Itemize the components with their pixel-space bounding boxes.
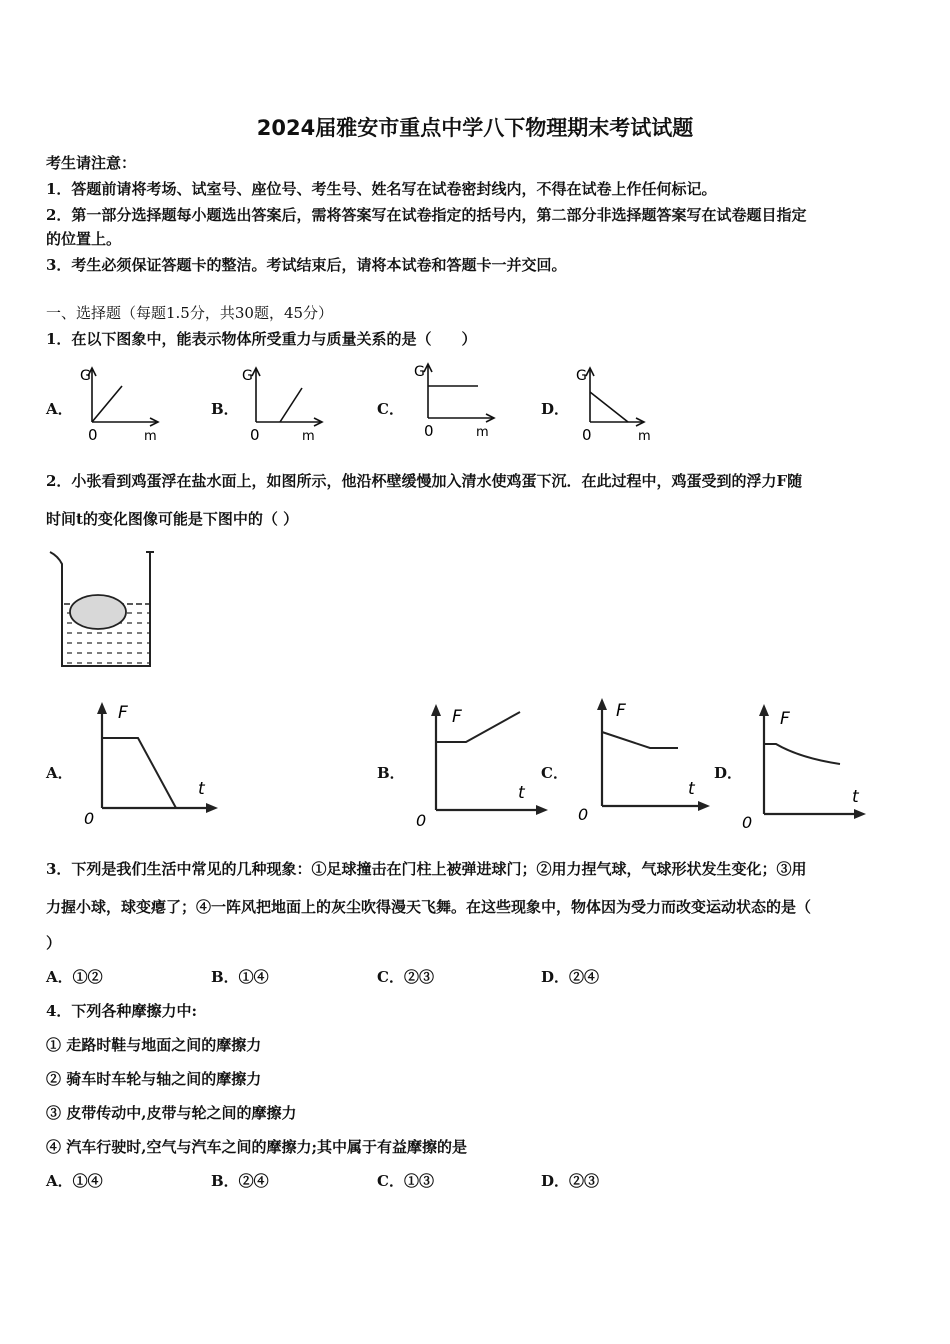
q4-option-b: B．②④ (211, 1172, 269, 1190)
q4-item: ② 骑车时车轮与轴之间的摩擦力 (46, 1070, 262, 1088)
question-2-stem: 2．小张看到鸡蛋浮在盐水面上，如图所示，他沿杯壁缓慢加入清水使鸡蛋下沉．在此过程中，鸡蛋受到的浮力F随 (46, 472, 803, 490)
q2-graph-d (740, 700, 890, 830)
question-1-stem: 1．在以下图象中，能表示物体所受重力与质量关系的是（ ） (46, 330, 477, 348)
q1-a-origin: 0 (88, 426, 98, 444)
q4-option-c: C．①③ (377, 1172, 434, 1190)
q2-a-y-label: F (118, 703, 128, 723)
q1-graph-d (576, 362, 666, 442)
q2-c-x-label: t (688, 779, 695, 799)
q4-item: ④ 汽车行驶时,空气与汽车之间的摩擦力;其中属于有益摩擦的是 (46, 1138, 467, 1156)
q1-graph-a (78, 362, 168, 442)
q2-c-y-label: F (616, 701, 626, 721)
section-heading: 一、选择题（每题1.5分，共30题，45分） (46, 304, 334, 322)
q1-c-y-label: G (414, 364, 425, 380)
q3-option-c: C．②③ (377, 968, 434, 986)
q4-option-d: D．②③ (541, 1172, 600, 1190)
q1-a-y-label: G (80, 368, 91, 384)
q2-graph-c (578, 694, 728, 824)
q1-graph-c (414, 360, 504, 440)
q4-item: ① 走路时鞋与地面之间的摩擦力 (46, 1036, 262, 1054)
question-3-stem-line3: ） (46, 934, 62, 952)
q1-option-c-label: C． (377, 400, 404, 418)
q2-graph-b (414, 700, 564, 830)
q2-b-y-label: F (452, 707, 462, 727)
q1-b-origin: 0 (250, 426, 260, 444)
question-4-stem: 4．下列各种摩擦力中: (46, 1002, 197, 1020)
q2-d-y-label: F (780, 709, 790, 729)
q1-option-a-label: A． (46, 400, 73, 418)
q2-a-x-label: t (198, 779, 205, 799)
q2-c-origin: 0 (578, 805, 589, 824)
q2-option-c-label: C． (541, 764, 568, 782)
notice-item: 3．考生必须保证答题卡的整洁。考试结束后，请将本试卷和答题卡一并交回。 (46, 256, 567, 274)
q2-option-d-label: D． (714, 764, 743, 782)
q2-d-x-label: t (852, 787, 859, 807)
notice-item: 2．第一部分选择题每小题选出答案后，需将答案写在试卷指定的括号内，第二部分非选择题答案写在试卷题目指定 (46, 206, 807, 224)
q3-option-d: D．②④ (541, 968, 600, 986)
q1-option-d-label: D． (541, 400, 570, 418)
q2-b-x-label: t (518, 783, 525, 803)
q4-option-a: A．①④ (46, 1172, 103, 1190)
q1-d-y-label: G (576, 368, 587, 384)
q1-d-origin: 0 (582, 426, 592, 444)
q1-graph-b (242, 362, 332, 442)
q3-option-a: A．①② (46, 968, 103, 986)
notice-item: 1．答题前请将考场、试室号、座位号、考生号、姓名写在试卷密封线内，不得在试卷上作任何标记。 (46, 180, 717, 198)
question-3-stem: 3．下列是我们生活中常见的几种现象：①足球撞击在门柱上被弹进球门；②用力捏气球，气球形状发生变化；③用 (46, 860, 807, 878)
q4-item: ③ 皮带传动中,皮带与轮之间的摩擦力 (46, 1104, 297, 1122)
q2-option-a-label: A． (46, 764, 73, 782)
q1-a-x-label: m (144, 429, 157, 444)
q1-option-b-label: B． (211, 400, 239, 418)
q2-d-origin: 0 (742, 813, 753, 832)
page-title: 2024届雅安市重点中学八下物理期末考试试题 (256, 116, 694, 140)
beaker-illustration (46, 548, 156, 672)
question-3-stem-line2: 力握小球，球变瘪了；④一阵风把地面上的灰尘吹得漫天飞舞。在这些现象中，物体因为受力而改变运动状态的是（ (46, 898, 812, 916)
q1-d-x-label: m (638, 429, 651, 444)
q1-b-x-label: m (302, 429, 315, 444)
question-2-stem-line2: 时间t的变化图像可能是下图中的（ ） (46, 510, 299, 528)
q1-c-x-label: m (476, 425, 489, 440)
q1-b-y-label: G (242, 368, 253, 384)
q2-a-origin: 0 (84, 809, 95, 828)
notice-heading: 考生请注意： (46, 154, 137, 172)
q2-graph-a (80, 698, 230, 828)
q2-option-b-label: B． (377, 764, 405, 782)
notice-item: 的位置上。 (46, 230, 122, 248)
q2-b-origin: 0 (416, 811, 427, 830)
q3-option-b: B．①④ (211, 968, 269, 986)
q1-c-origin: 0 (424, 422, 434, 440)
